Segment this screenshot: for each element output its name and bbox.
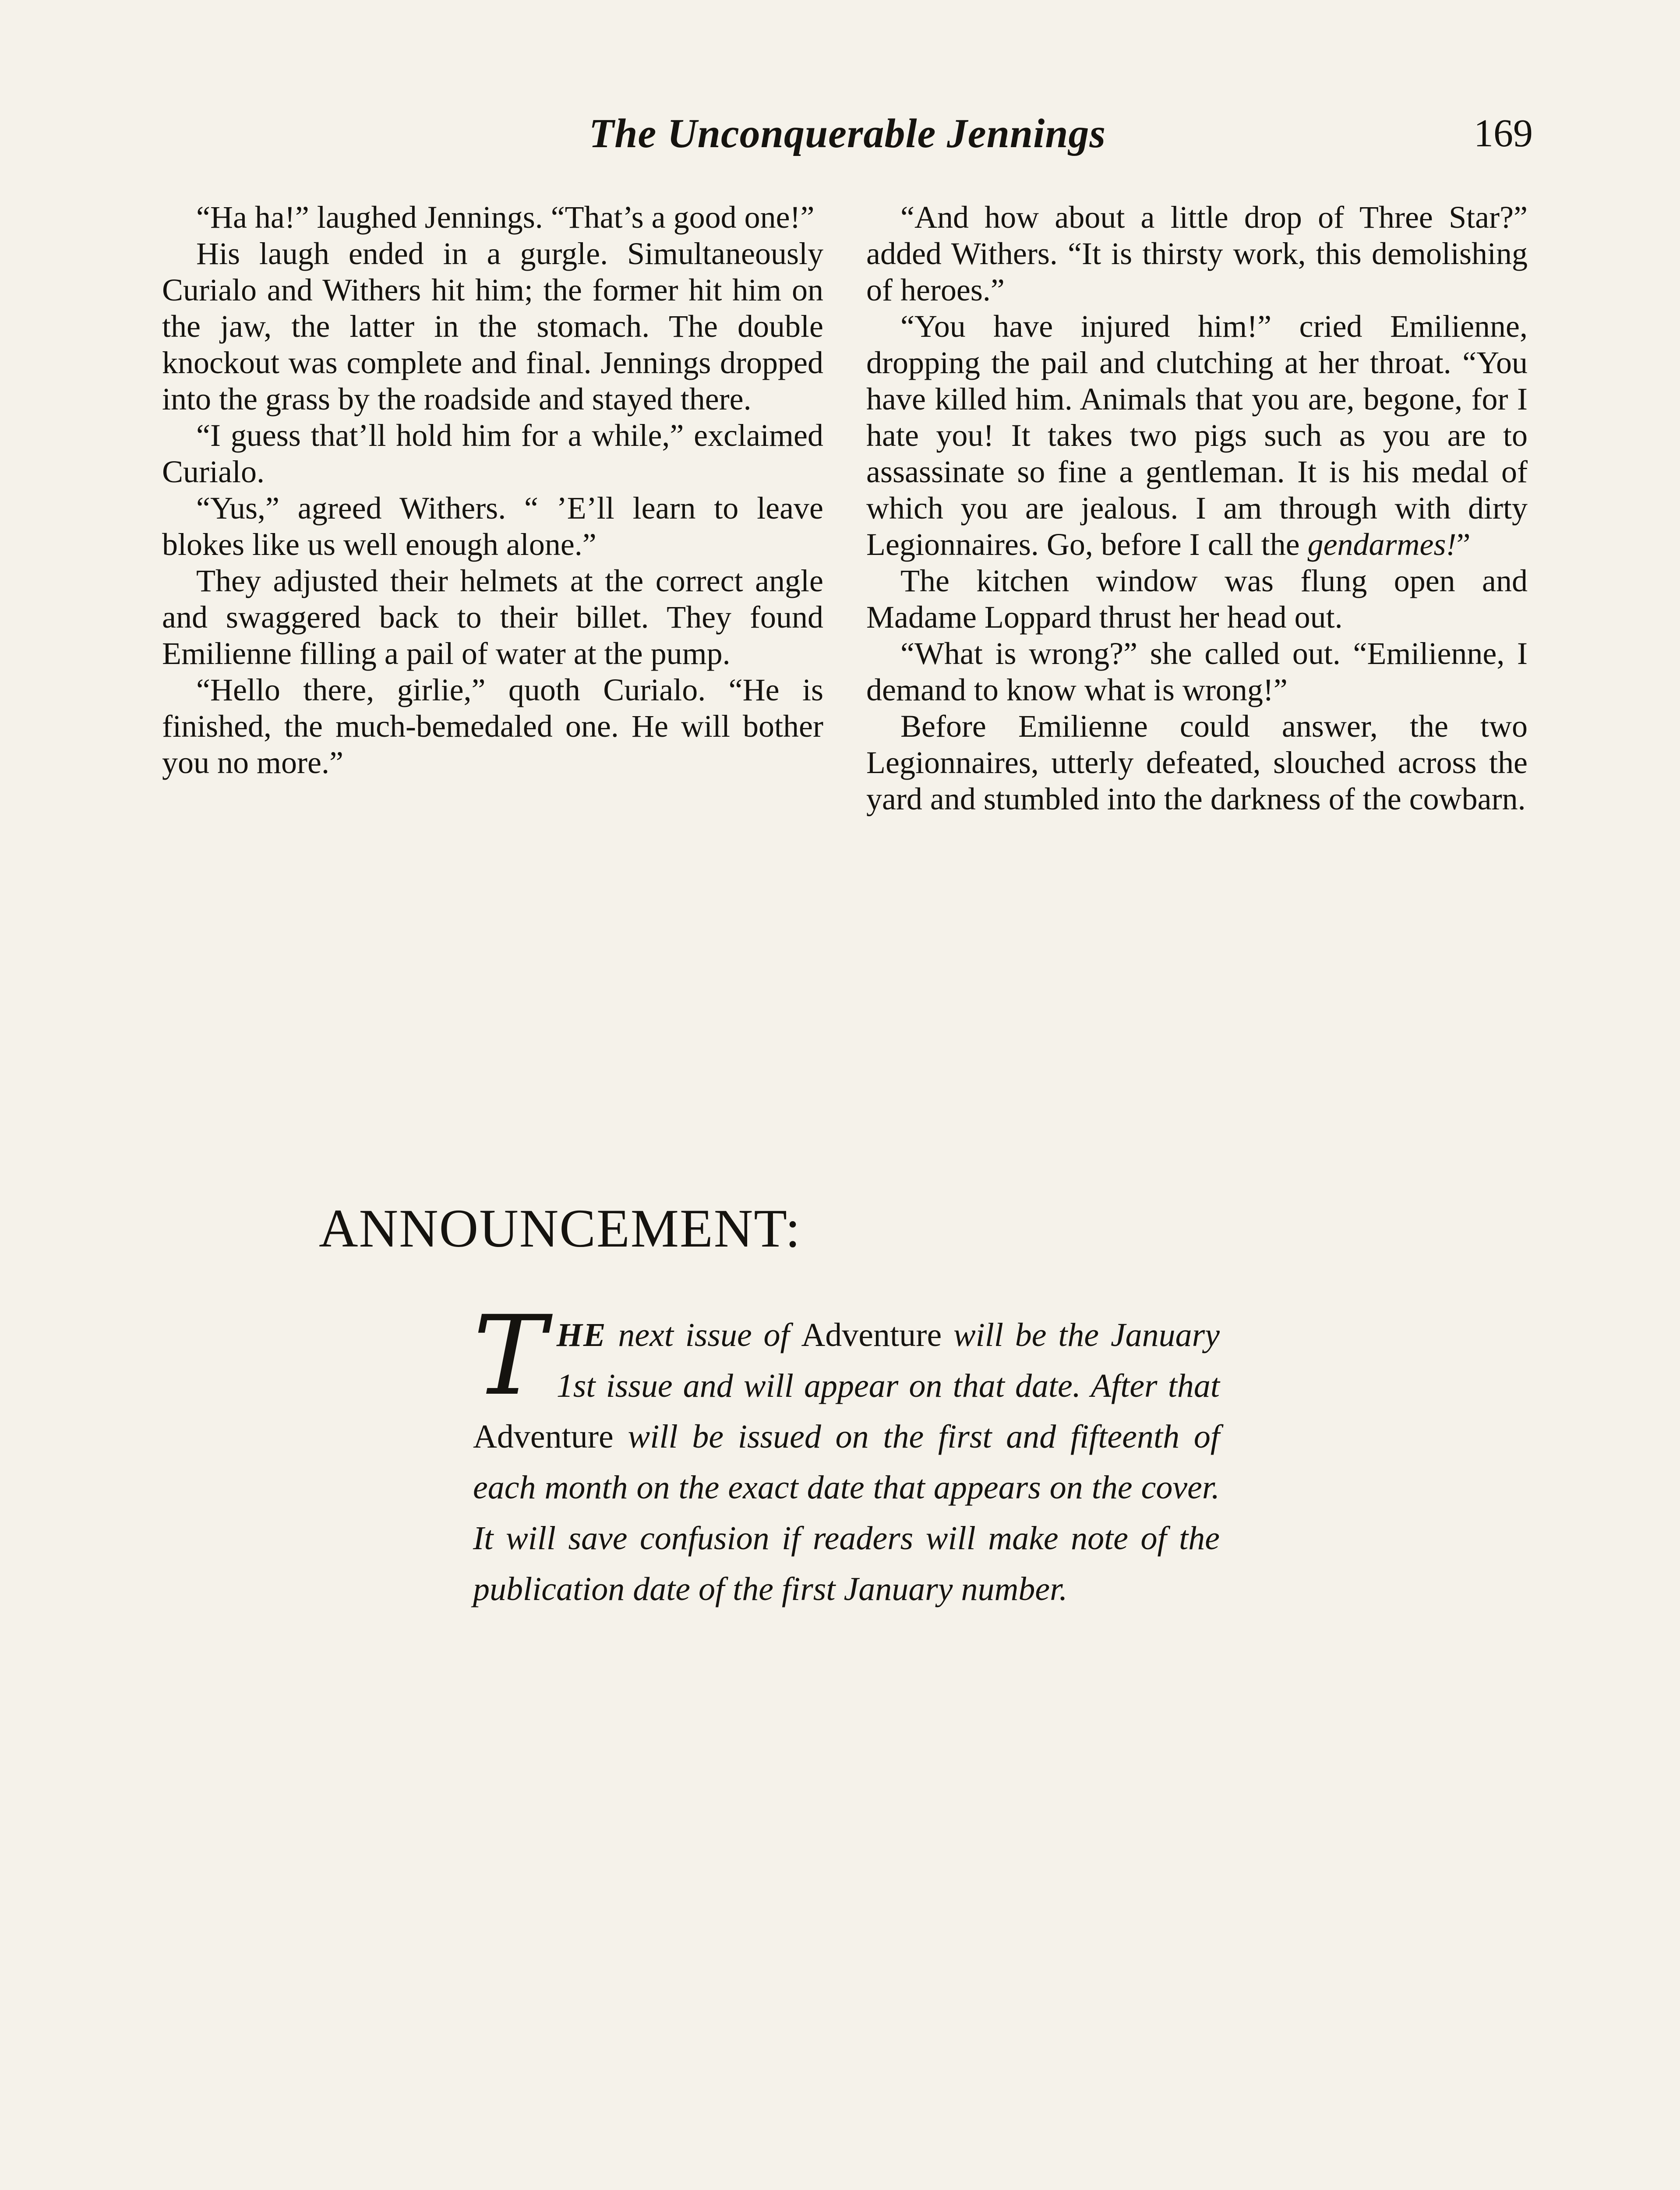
story-text: “You have injured him!” cried Emilienne, dropping the pail and clutching at her throat. “You have killed him. Animals that you are, begone, for I hate you! It takes two pigs such as you are to assassinate so fine a gentleman. It is his medal of which you are jealous. I am through with dirty Legionnaires. Go, before I call the <box>866 309 1528 562</box>
running-title: The Unconquerable Jennings <box>589 111 1106 156</box>
story-paragraph: Before Emilienne could answer, the two Legionnaires, utterly defeated, slouched across the yard and stumbled into the darkness of the cowbarn. <box>866 709 1528 816</box>
story-paragraph: “And how about a little drop of Three Star?” added Withers. “It is thirsty work, this demolishing of heroes.” <box>866 200 1528 307</box>
story-paragraph: “I guess that’ll hold him for a while,” exclaimed Curialo. <box>162 418 823 489</box>
story-paragraph: The kitchen window was flung open and Madame Loppard thrust her head out. <box>866 563 1528 635</box>
story-paragraph: “Ha ha!” laughed Jennings. “That’s a good one!” <box>196 200 815 235</box>
italic-word: gendarmes! <box>1307 527 1457 562</box>
magazine-name: Adventure <box>801 1317 942 1353</box>
story-paragraph: They adjusted their helmets at the correct angle and swaggered back to their billet. They found Emilienne filling a pail of water at the pump. <box>162 563 823 671</box>
story-paragraph: “What is wrong?” she called out. “Emilienne, I demand to know what is wrong!” <box>866 636 1528 707</box>
story-column-right <box>866 199 1528 817</box>
drop-cap: T <box>473 1292 546 1420</box>
announcement-body <box>473 1292 1220 1614</box>
announcement-text: will be the January 1st issue and will appear on that date. After that <box>556 1317 1220 1404</box>
story-column-left <box>162 199 823 781</box>
announcement-text: will be issued on the first and fifteenth of each month on the exact date that appears on the cover. It will save confusion if readers will make note of the publication date of the first January number. <box>473 1418 1220 1607</box>
story-paragraph: “Yus,” agreed Withers. “ ’E’ll learn to leave blokes like us well enough alone.” <box>162 491 823 562</box>
story-paragraph: “Hello there, girlie,” quoth Curialo. “He is finished, the much-bemedaled one. He will bother you no more.” <box>162 672 823 780</box>
story-paragraph <box>866 308 1528 563</box>
story-paragraph: His laugh ended in a gurgle. Simultaneously Curialo and Withers hit him; the former hit him on the jaw, the latter in the stomach. The double knockout was complete and final. Jennings dropped into the grass by the roadside and stayed there. <box>162 236 823 417</box>
page-header <box>162 101 1533 166</box>
magazine-name: Adventure <box>473 1418 614 1455</box>
page-number: 169 <box>1474 112 1533 155</box>
announcement-title: ANNOUNCEMENT: <box>319 1198 801 1258</box>
announcement-text: next issue of <box>606 1317 801 1353</box>
lead-caps: HE <box>556 1317 607 1353</box>
closing-quote: ” <box>1456 527 1471 562</box>
